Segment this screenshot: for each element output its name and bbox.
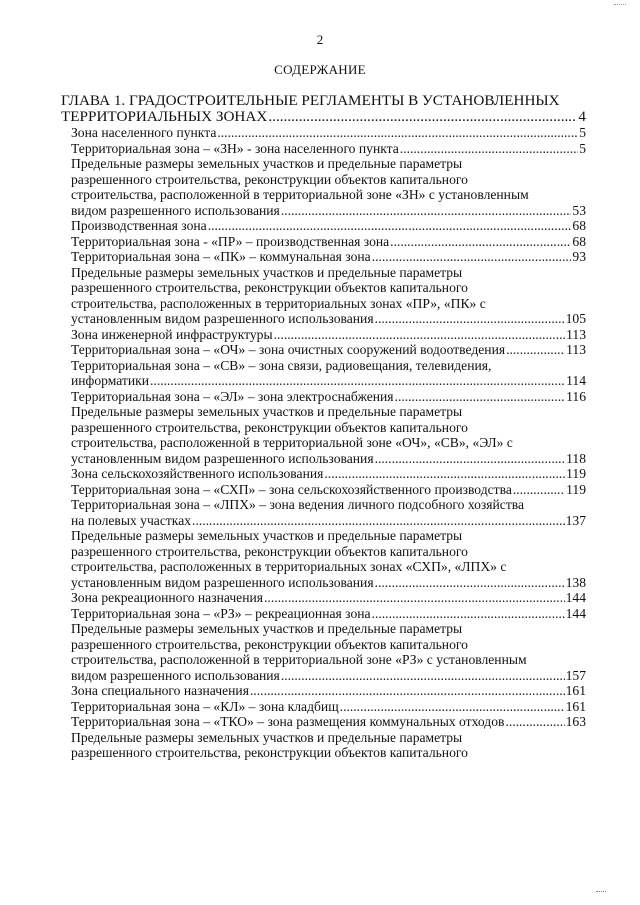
toc-entry-text: Территориальная зона – «ЭЛ» – зона электроснабжения	[71, 388, 394, 404]
toc-entry[interactable]	[71, 730, 586, 761]
toc-entry-text: разрешенного строительства, реконструкции объектов капитального	[71, 280, 468, 295]
toc-entry-text: установленным видом разрешенного использования	[71, 450, 374, 466]
toc-entry-last-line	[71, 249, 586, 265]
toc-entry-last-line	[71, 327, 586, 343]
toc-entry-text: видом разрешенного использования	[71, 667, 280, 683]
toc-entry-last-line	[71, 482, 586, 498]
dot-leader	[324, 466, 565, 482]
toc-entry-last-line	[71, 699, 586, 715]
toc-entry[interactable]	[71, 590, 586, 606]
toc-entry[interactable]	[71, 482, 586, 498]
dot-leader	[208, 218, 572, 234]
toc-entry-text: установленным видом разрешенного использования	[71, 311, 374, 326]
toc-entry-last-line	[71, 373, 586, 389]
toc-entry-last-line	[71, 683, 586, 699]
toc-entry-text: установленным видом разрешенного использования	[71, 574, 374, 590]
toc-entry-last-line	[71, 125, 586, 141]
toc-entry-page-number: 105	[565, 311, 586, 326]
toc-entry-page-number: 119	[566, 466, 586, 481]
toc-entry-last-line	[71, 466, 586, 482]
toc-entry[interactable]	[71, 683, 586, 699]
dot-leader	[281, 203, 572, 219]
toc-entry-last-line	[71, 234, 586, 250]
toc-entry-page-number: 137	[565, 512, 586, 528]
toc-entry-page-number: 113	[566, 342, 586, 357]
toc-entry-text: Территориальная зона – «СХП» – зона сельскохозяйственного производства	[71, 481, 512, 497]
toc-entry[interactable]	[71, 342, 586, 358]
toc-entry-last-line	[71, 218, 586, 234]
toc-entry-text: строительства, расположенной в территориальной зоне «ОЧ», «СВ», «ЭЛ» с	[71, 435, 513, 450]
scan-footer-mark	[596, 891, 606, 897]
dot-leader	[372, 249, 572, 265]
toc-entry-text: Территориальная зона – «ЗН» - зона населенного пункта	[71, 140, 399, 156]
toc-entry-last-line	[71, 606, 586, 622]
toc-entry-text: Зона инженерной инфраструктуры	[71, 326, 273, 342]
toc-entry-text: Зона сельскохозяйственного использования	[71, 466, 324, 481]
toc-entry-page-number: 119	[566, 481, 586, 497]
toc-entry-text: Территориальная зона – «СВ» – зона связи, радиовещания, телевидения,	[71, 357, 492, 373]
toc-entry-text: разрешенного строительства, реконструкции объектов капитального	[71, 171, 468, 187]
toc-entry-last-line	[71, 513, 586, 529]
toc-entry-text: видом разрешенного использования	[71, 202, 280, 218]
dot-leader	[192, 513, 565, 529]
toc-entry-last-line	[71, 575, 586, 591]
toc-entry-page-number: 53	[572, 202, 586, 218]
toc-entry[interactable]	[71, 265, 586, 327]
toc-entry-page-number: 5	[579, 125, 586, 140]
dot-leader	[217, 125, 578, 141]
toc-entry[interactable]	[71, 358, 586, 389]
toc-entry-text: Предельные размеры земельных участков и предельные параметры	[71, 264, 463, 280]
toc-entry-text: строительства, расположенных в территориальных зонах «ПР», «ПК» с	[71, 295, 486, 311]
toc-entry[interactable]	[71, 218, 586, 234]
toc-entry[interactable]	[71, 141, 586, 157]
toc-entry-text: информатики	[71, 373, 150, 388]
toc-entry-text: Территориальная зона - «ПР» – производственная зона	[71, 233, 390, 249]
dot-leader	[505, 714, 564, 730]
toc-entry-page-number: 116	[566, 388, 586, 404]
dot-leader	[281, 668, 565, 684]
toc-title: СОДЕРЖАНИЕ	[274, 62, 366, 77]
dot-leader	[268, 109, 577, 125]
dot-leader	[150, 373, 565, 389]
dot-leader	[390, 234, 571, 250]
dot-leader	[506, 342, 565, 358]
toc-entry-text: Территориальная зона – «ПК» – коммунальная зона	[71, 249, 371, 264]
toc-entry-text: Территориальная зона – «КЛ» – зона кладбищ	[71, 698, 339, 714]
dot-leader	[372, 606, 565, 622]
toc-entry-text: разрешенного строительства, реконструкции объектов капитального	[71, 745, 468, 760]
dot-leader	[274, 327, 565, 343]
dot-leader	[264, 590, 565, 606]
dot-leader	[340, 699, 565, 715]
toc-entry-last-line	[71, 389, 586, 405]
toc-entry-page-number: 163	[565, 714, 586, 729]
toc-entry-text: Зона специального назначения	[71, 683, 249, 698]
toc-entry-last-line	[71, 311, 586, 327]
dot-leader	[375, 311, 565, 327]
toc-entry-text: Территориальная зона – «РЗ» – рекреационная зона	[71, 605, 371, 621]
toc-entry-text: строительства, расположенной в территориальной зоне «ЗН» с установленным	[71, 187, 529, 202]
toc-entry-text: строительства, расположенных в территориальных зонах «СХП», «ЛПХ» с	[71, 559, 507, 574]
toc-entry[interactable]	[71, 621, 586, 683]
toc-entry-last-line	[71, 714, 586, 730]
toc-chapter-heading[interactable]	[61, 93, 586, 125]
toc-entry[interactable]	[71, 156, 586, 218]
toc-entry-last-line	[71, 342, 586, 358]
toc-entry-text: Производственная зона	[71, 218, 207, 233]
toc-entry[interactable]	[71, 404, 586, 466]
toc-entry-text: Зона населенного пункта	[71, 125, 217, 140]
toc-entry-last-line	[71, 590, 586, 606]
toc-entry-text: Предельные размеры земельных участков и предельные параметры	[71, 528, 463, 543]
toc-entry[interactable]	[71, 606, 586, 622]
toc-entry[interactable]	[71, 249, 586, 265]
toc-entry[interactable]	[71, 714, 586, 730]
toc-entry-text: Предельные размеры земельных участков и предельные параметры	[71, 404, 463, 419]
toc-entry-last-line	[71, 203, 586, 219]
toc-entry-page-number: 114	[566, 373, 586, 388]
dot-leader	[250, 683, 565, 699]
toc-entry[interactable]	[71, 327, 586, 343]
dot-leader	[400, 141, 578, 157]
toc-entry-page-number: 5	[579, 140, 586, 156]
toc-entry-last-line	[71, 668, 586, 684]
toc-entry[interactable]	[71, 497, 586, 528]
toc-entry-page-number: 144	[565, 590, 586, 605]
dot-leader	[395, 389, 566, 405]
dot-leader	[375, 575, 565, 591]
toc-entry-page-number: 113	[566, 326, 586, 342]
toc-entry-text: Территориальная зона – «ТКО» – зона размещения коммунальных отходов	[71, 714, 505, 729]
toc-entry-last-line	[71, 141, 586, 157]
toc-entry-page-number: 118	[566, 450, 586, 466]
chapter-title-line-1: ГЛАВА 1. ГРАДОСТРОИТЕЛЬНЫЕ РЕГЛАМЕНТЫ В УСТАНОВЛЕННЫХ	[61, 92, 560, 109]
toc-entry-page-number: 68	[572, 218, 586, 233]
toc-entry-text: Предельные размеры земельных участков и предельные параметры	[71, 156, 463, 171]
toc-entry[interactable]	[71, 528, 586, 590]
toc-entry-page-number: 157	[565, 667, 586, 683]
toc-entry-text: Территориальная зона – «ЛПХ» – зона ведения личного подсобного хозяйства	[71, 497, 525, 512]
page-number: 2	[316, 32, 324, 47]
toc-entry-text: разрешенного строительства, реконструкции объектов капитального	[71, 543, 468, 559]
toc-entry-page-number: 68	[572, 233, 586, 249]
dot-leader	[513, 482, 565, 498]
toc-entries	[0, 125, 640, 761]
chapter-page-number: 4	[578, 108, 586, 125]
toc-entry-text: на полевых участках	[71, 512, 192, 528]
toc-entry[interactable]	[71, 466, 586, 482]
table-of-contents	[0, 93, 640, 761]
toc-entry-last-line	[71, 451, 586, 467]
toc-entry-page-number: 144	[565, 605, 586, 621]
toc-entry[interactable]	[71, 125, 586, 141]
toc-entry-page-number: 161	[565, 683, 586, 698]
toc-entry-text: Территориальная зона – «ОЧ» – зона очистных сооружений водоотведения	[71, 342, 506, 357]
toc-entry-text: строительства, расположенной в территориальной зоне «РЗ» с установленным	[71, 652, 527, 667]
toc-entry[interactable]	[71, 234, 586, 250]
toc-entry-text: Предельные размеры земельных участков и предельные параметры	[71, 729, 463, 745]
toc-entry-page-number: 93	[572, 249, 586, 264]
scan-corner-mark	[614, 0, 626, 5]
toc-entry-page-number: 138	[565, 574, 586, 590]
toc-entry-text: Предельные размеры земельных участков и предельные параметры	[71, 621, 463, 636]
toc-entry-text: разрешенного строительства, реконструкции объектов капитального	[71, 636, 468, 652]
toc-entry[interactable]	[71, 699, 586, 715]
dot-leader	[375, 451, 566, 467]
toc-entry-text: разрешенного строительства, реконструкции объектов капитального	[71, 419, 468, 435]
toc-entry-text: Зона рекреационного назначения	[71, 590, 264, 605]
toc-entry-page-number: 161	[565, 698, 586, 714]
toc-entry[interactable]	[71, 389, 586, 405]
chapter-title-line-2: ТЕРРИТОРИАЛЬНЫХ ЗОНАХ	[61, 108, 268, 125]
